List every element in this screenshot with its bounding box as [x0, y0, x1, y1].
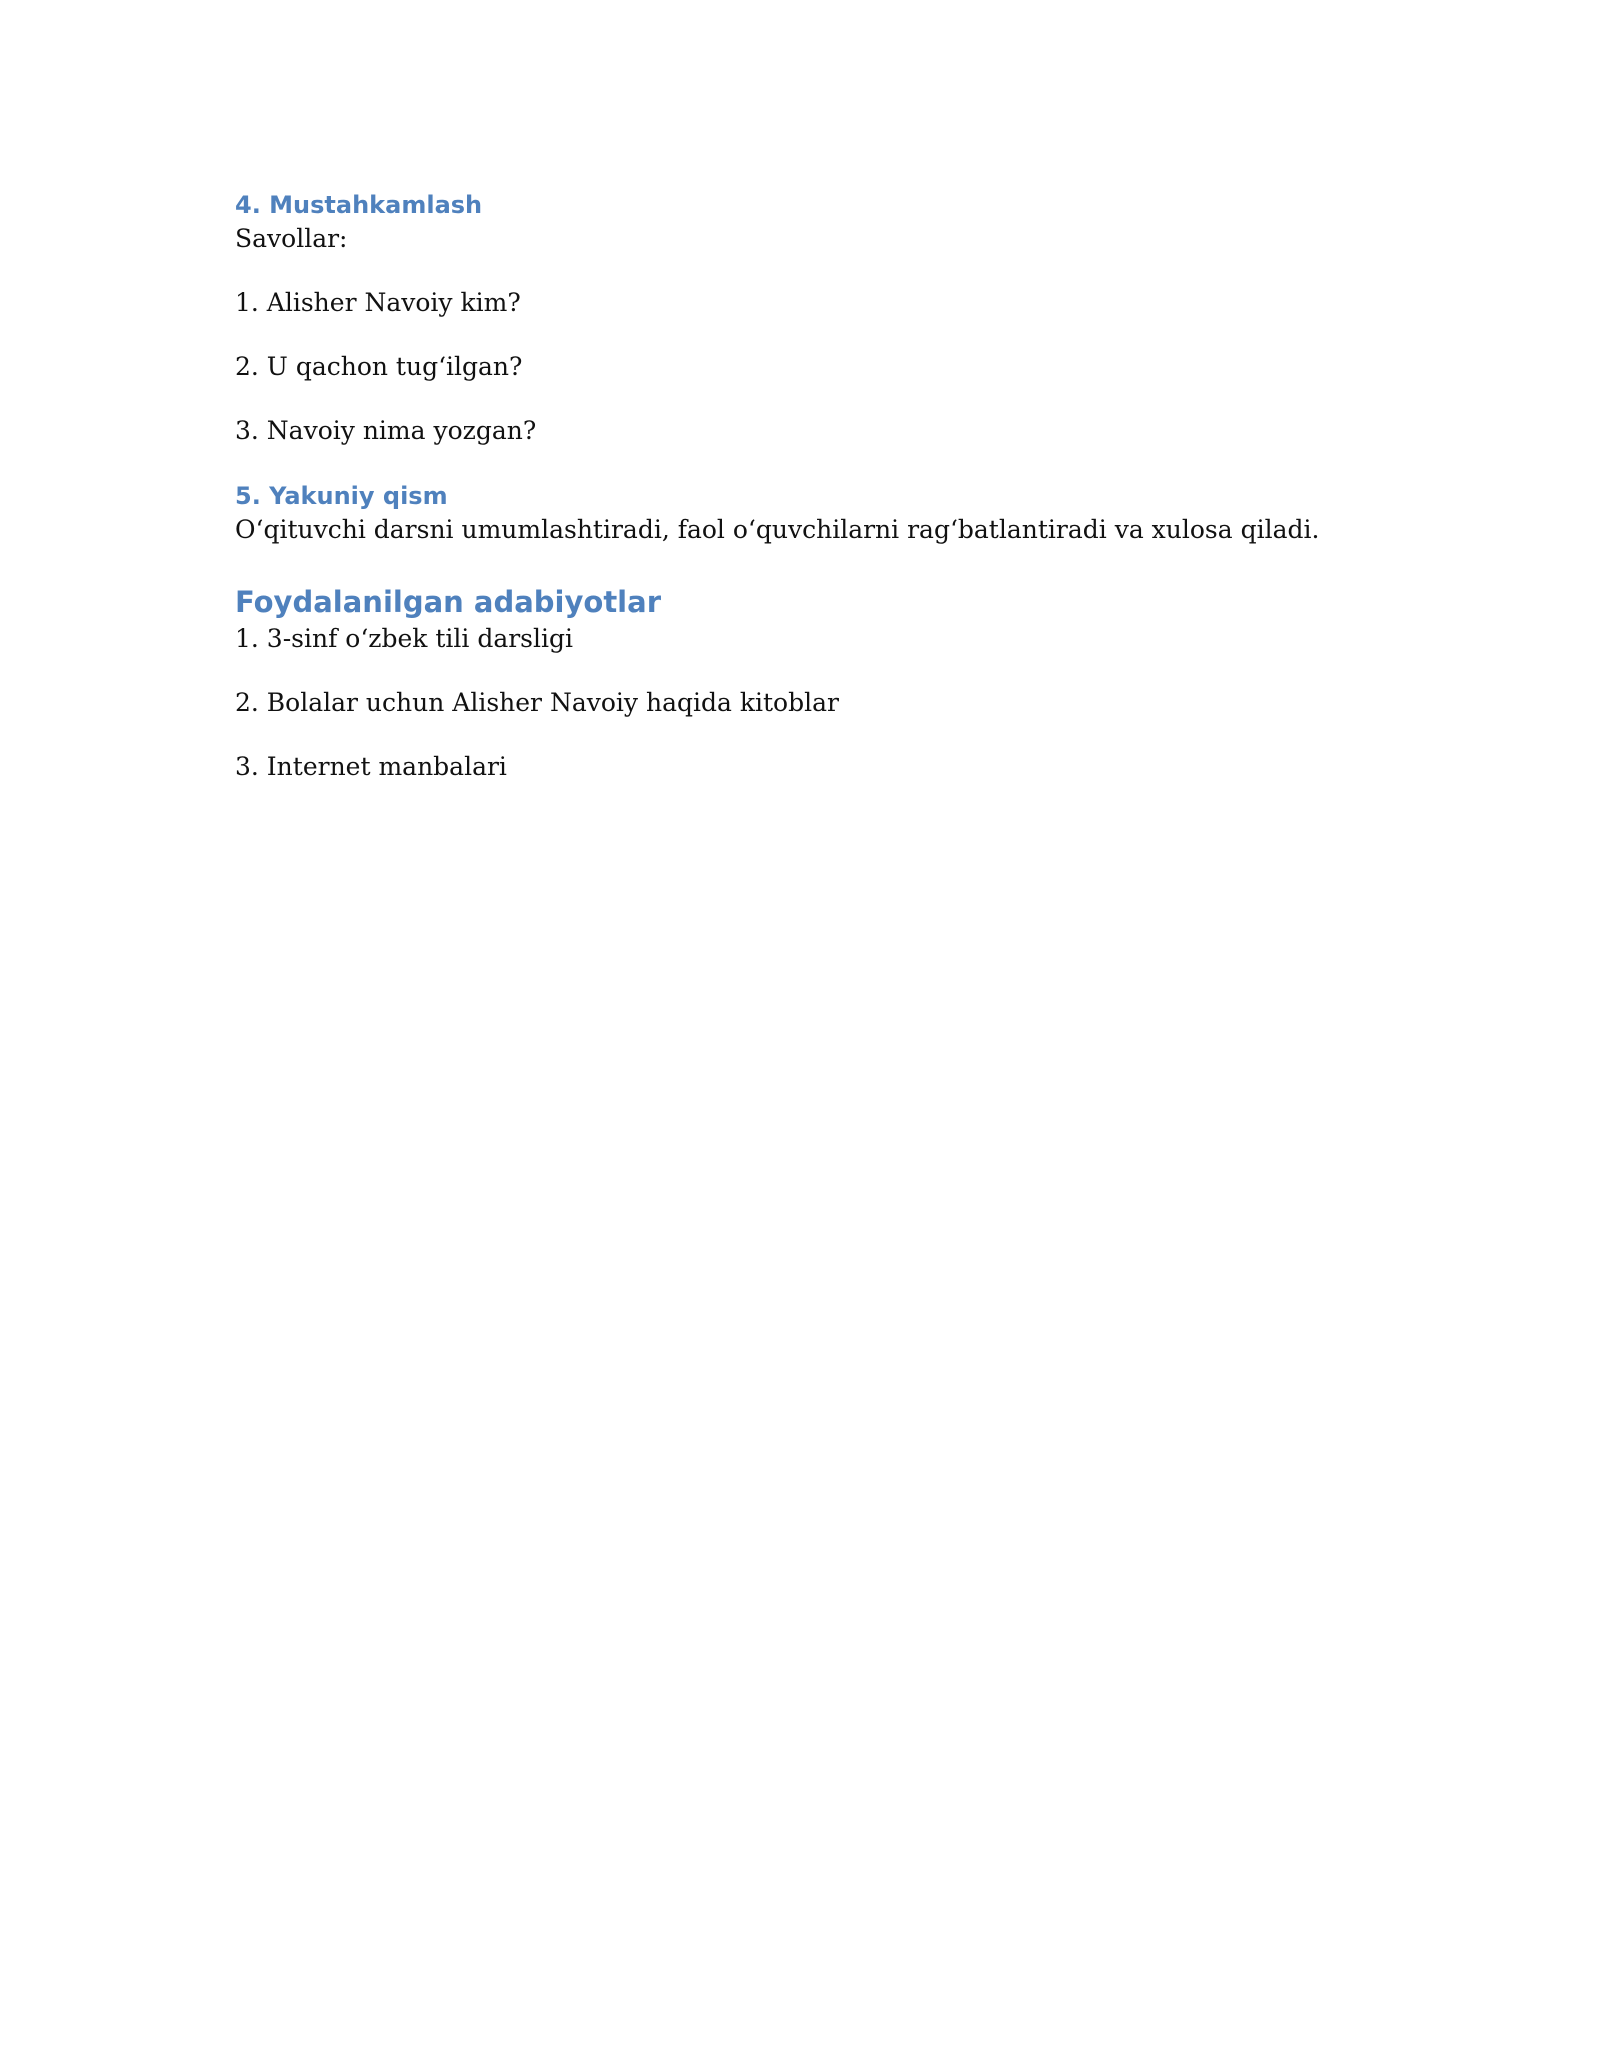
reference-item: 1. 3-sinf o‘zbek tili darsligi — [235, 624, 574, 653]
questions-intro: Savollar: — [235, 224, 348, 253]
question-item: 2. U qachon tug‘ilgan? — [235, 352, 523, 381]
section-5-heading: 5. Yakuniy qism — [235, 482, 448, 510]
section-4-heading: 4. Mustahkamlash — [235, 191, 483, 219]
reference-item: 3. Internet manbalari — [235, 752, 507, 781]
question-item: 3. Navoiy nima yozgan? — [235, 416, 537, 445]
references-heading: Foydalanilgan adabiyotlar — [235, 585, 661, 619]
document-page — [235, 188, 1365, 784]
reference-item: 2. Bolalar uchun Alisher Navoiy haqida kitoblar — [235, 688, 839, 717]
section-5-text: O‘qituvchi darsni umumlashtiradi, faol o‘quvchilarni rag‘batlantiradi va xulosa qiladi. — [235, 515, 1320, 544]
question-item: 1. Alisher Navoiy kim? — [235, 288, 521, 317]
